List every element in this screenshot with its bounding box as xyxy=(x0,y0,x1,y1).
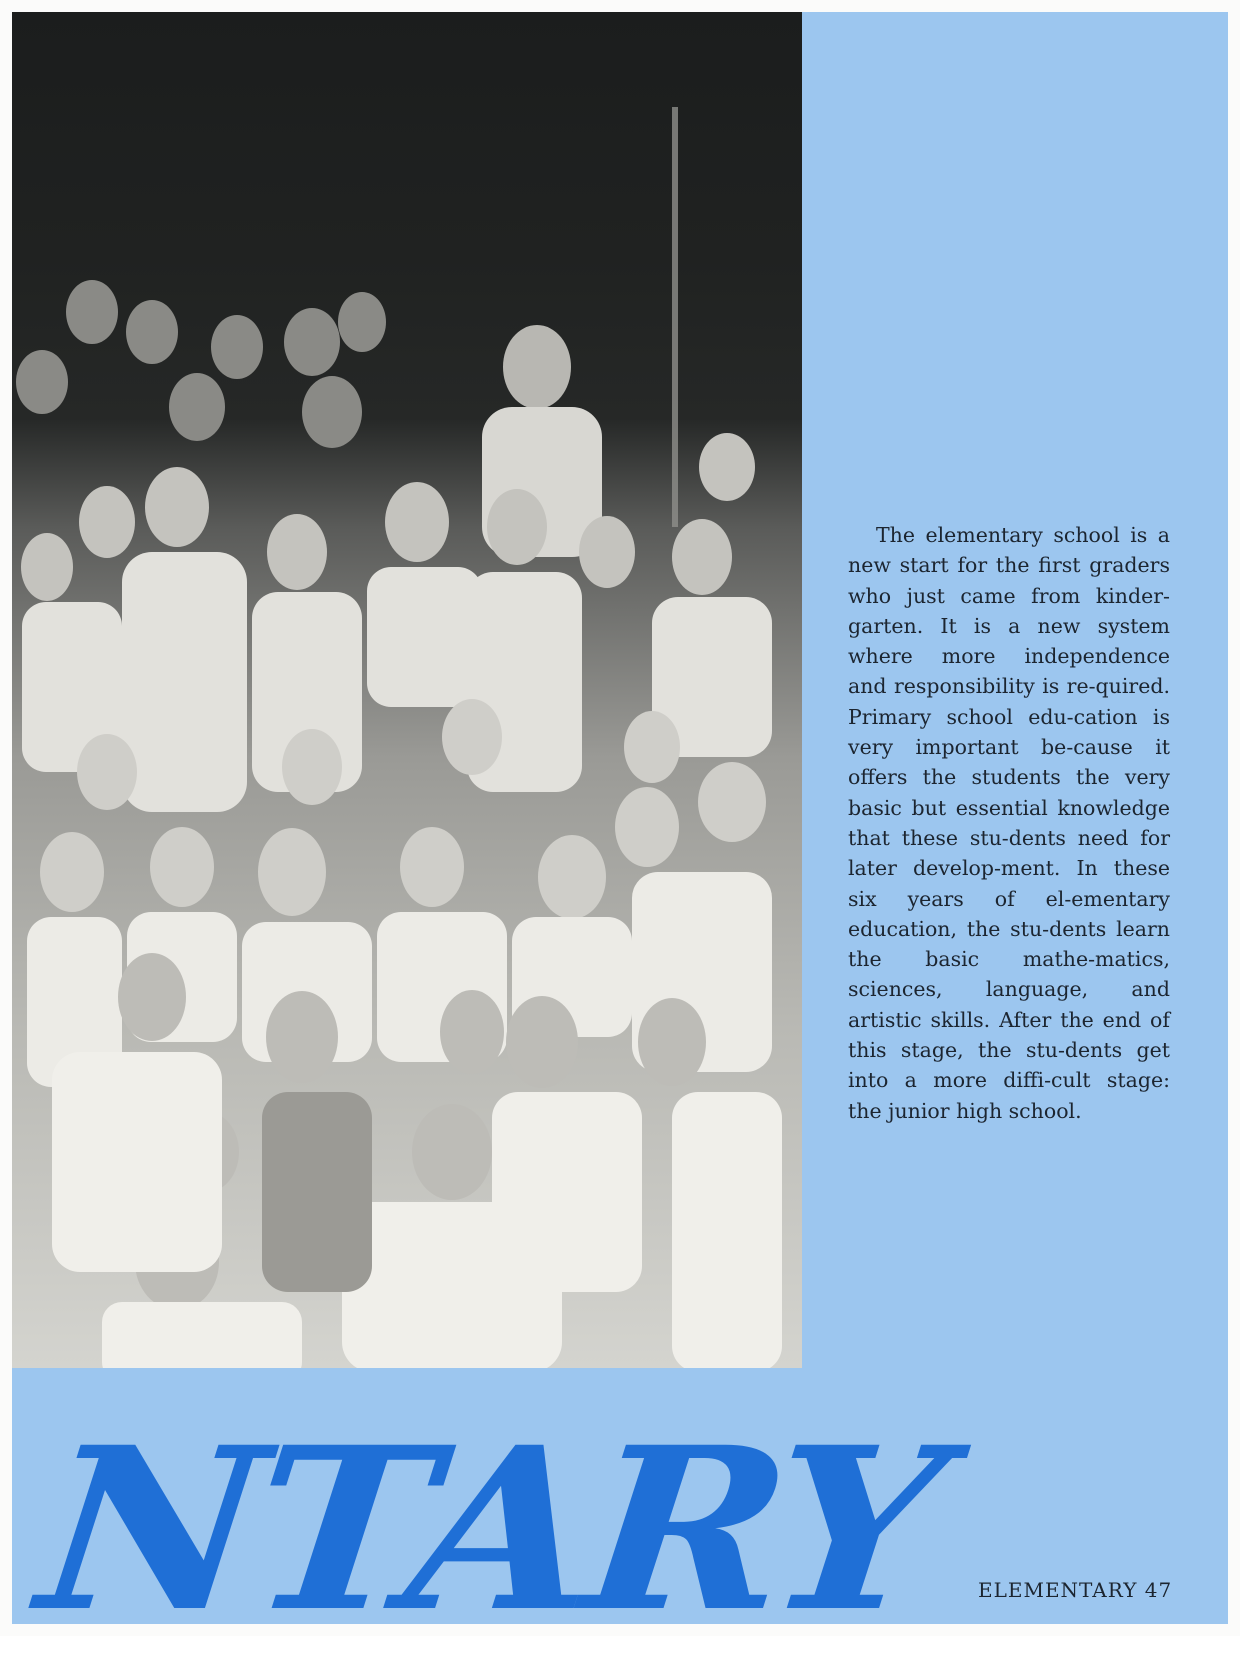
section-headline: NTARY xyxy=(28,1398,949,1661)
class-photo xyxy=(12,12,802,1368)
page-folio: ELEMENTARY 47 xyxy=(978,1578,1173,1602)
body-text: The elementary school is a new start for the first graders who just came from kinder-garten. It is a new system where more independence and responsibility is re-quired. Primary school edu-cation is very important be-cause it offers the students the very basic but essential knowledge that these stu-dents need for later develop-ment. In these six years of el-ementary education, the stu-dents learn the basic mathe-matics, sciences, language, and artistic skills. After the end of this stage, the stu-dents get into a more diffi-cult stage: the junior high school. xyxy=(848,523,1170,1123)
photo-crowd-illustration xyxy=(12,12,802,1368)
